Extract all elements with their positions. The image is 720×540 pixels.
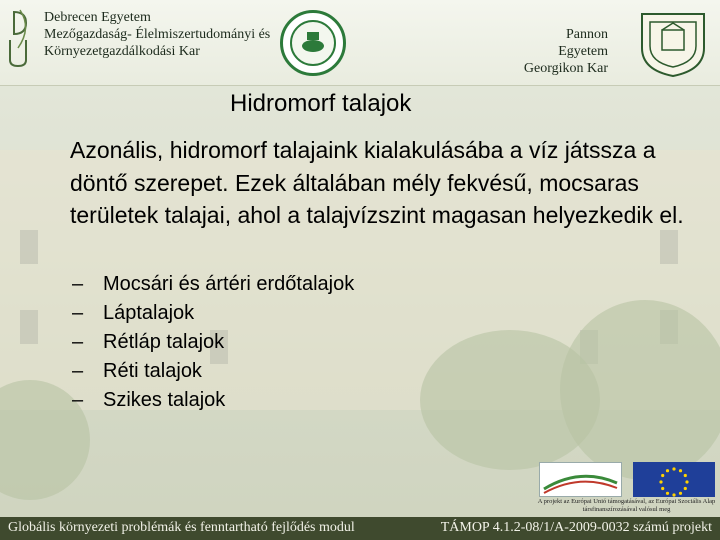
list-item bbox=[72, 357, 354, 386]
list-item-label: Réti talajok bbox=[103, 360, 202, 382]
list-item-label: Szikes talajok bbox=[103, 389, 226, 411]
footer-project-id: TÁMOP 4.1.2-08/1/A-2009-0032 számú projekt bbox=[440, 520, 712, 535]
eu-flag-icon bbox=[633, 462, 715, 497]
bullet-dash: – bbox=[72, 302, 84, 324]
list-item bbox=[72, 299, 354, 328]
uj-magyarorszag-logo-icon bbox=[539, 462, 622, 497]
institution-right bbox=[513, 26, 608, 77]
bullet-dash: – bbox=[72, 389, 84, 411]
bullet-dash: – bbox=[72, 360, 84, 382]
header-bar bbox=[0, 0, 720, 86]
funding-note: A projekt az Európai Unió támogatásával, az Európai Szociális Alap társfinanszírozásával valósul meg bbox=[537, 498, 716, 513]
soil-type-list bbox=[72, 270, 354, 415]
list-item-label: Rétláp talajok bbox=[103, 331, 225, 353]
list-item bbox=[72, 328, 354, 357]
university-logo-icon bbox=[6, 8, 36, 70]
institution-left-line: Debrecen Egyetem bbox=[44, 10, 151, 25]
institution-left bbox=[44, 9, 270, 60]
list-item-label: Mocsári és ártéri erdőtalajok bbox=[103, 273, 355, 295]
georgikon-crest-icon bbox=[636, 10, 710, 80]
faculty-seal-icon bbox=[280, 10, 346, 76]
institution-right-line: Georgikon Kar bbox=[523, 61, 608, 76]
list-item-label: Láptalajok bbox=[103, 302, 195, 324]
bullet-dash: – bbox=[72, 331, 84, 353]
intro-paragraph: Azonális, hidromorf talajaink kialakulásába a víz játssza a döntő szerepet. Ezek általában mély fekvésű, mocsaras területek talajai, ahol a talajvízszint magasan helyezkedik el. bbox=[70, 137, 684, 228]
institution-right-line: Pannon Egyetem bbox=[558, 27, 608, 59]
footer-bar bbox=[0, 517, 720, 540]
list-item bbox=[72, 270, 354, 299]
bullet-dash: – bbox=[72, 273, 84, 295]
institution-left-line: Környezetgazdálkodási Kar bbox=[44, 44, 200, 59]
footer-module-name: Globális környezeti problémák és fenntartható fejlődés modul bbox=[8, 520, 355, 535]
slide-title: Hidromorf talajok bbox=[230, 90, 412, 117]
institution-left-line: Mezőgazdaság- Élelmiszertudományi és bbox=[44, 27, 271, 42]
funding-block bbox=[533, 460, 720, 520]
list-item bbox=[72, 386, 354, 415]
